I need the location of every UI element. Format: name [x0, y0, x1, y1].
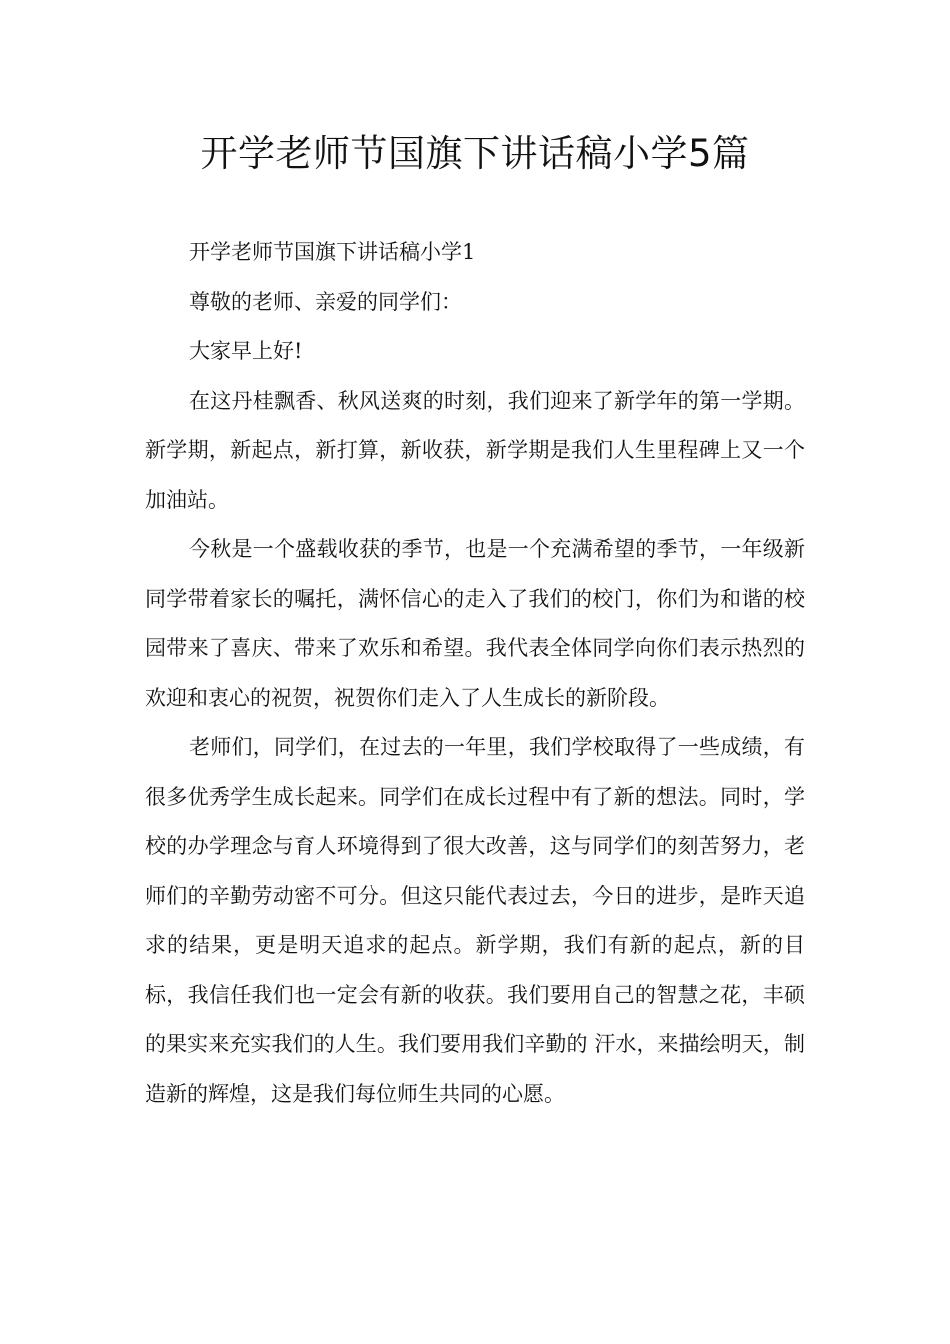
salutation: 尊敬的老师、亲爱的同学们：: [189, 289, 462, 314]
document-body: [145, 228, 805, 1119]
paragraph-2: 今秋是一个盛载收获的季节，也是一个充满希望的季节，一年级新同学带着家长的嘱托，满怀信心的走入了我们的校门，你们为和谐的校园带来了喜庆、带来了欢乐和希望。我代表全体同学向你们表示热烈的欢迎和衷心的祝贺，祝贺你们走入了人生成长的新阶段。: [145, 537, 805, 710]
paragraph-3: 老师们，同学们，在过去的一年里，我们学校取得了一些成绩，有很多优秀学生成长起来。同学们在成长过程中有了新的想法。同时，学校的办学理念与育人环境得到了很大改善，这与同学们的刻苦努力，老师们的辛勤劳动密不可分。但这只能代表过去，今日的进步，是昨天追求的结果，更是明天追求的起点。新学期，我们有新的起点，新的目标，我信任我们也一定会有新的收获。我们要用自己的智慧之花，丰硕的果实来充实我们的人生。我们要用我们辛勤的 汗水，来描绘明天，制造新的辉煌，这是我们每位师生共同的心愿。: [145, 735, 805, 1106]
document-title: 开学老师节国旗下讲话稿小学5篇: [200, 132, 750, 175]
section-heading: 开学老师节国旗下讲话稿小学1: [189, 240, 476, 264]
greeting: 大家早上好!: [189, 339, 303, 363]
paragraph-1: 在这丹桂飘香、秋风送爽的时刻，我们迎来了新学年的第一学期。新学期，新起点，新打算，新收获，新学期是我们人生里程碑上又一个加油站。: [145, 388, 805, 512]
